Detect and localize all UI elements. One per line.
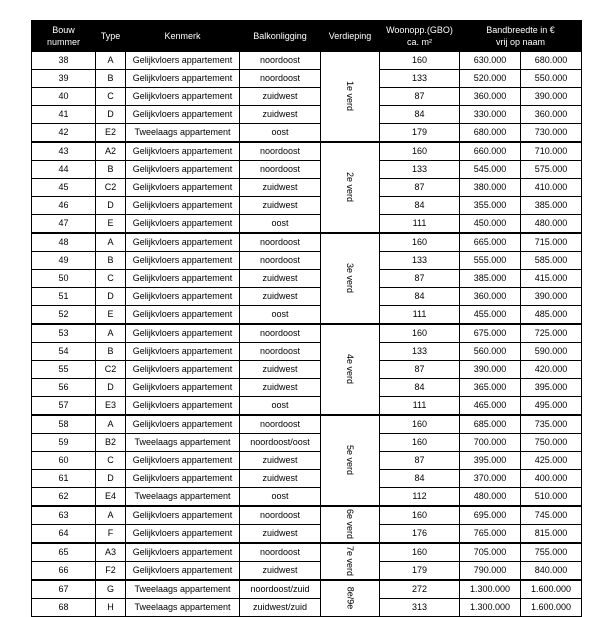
cell-prijs-min: 355.000 bbox=[460, 197, 521, 215]
header-woonoppervlak bbox=[380, 21, 460, 52]
cell-prijs-min: 380.000 bbox=[460, 179, 521, 197]
cell-bouwnummer: 38 bbox=[32, 51, 96, 70]
table-row bbox=[32, 142, 582, 161]
cell-bouwnummer: 43 bbox=[32, 142, 96, 161]
header-kenmerk: Kenmerk bbox=[126, 21, 240, 52]
cell-kenmerk: Tweelaags appartement bbox=[126, 488, 240, 507]
cell-balkonligging: noordoost bbox=[240, 161, 321, 179]
cell-prijs-min: 790.000 bbox=[460, 562, 521, 581]
cell-woonoppervlak: 111 bbox=[380, 306, 460, 325]
table-row bbox=[32, 88, 582, 106]
cell-prijs-max: 390.000 bbox=[521, 88, 582, 106]
table-row bbox=[32, 252, 582, 270]
cell-prijs-min: 545.000 bbox=[460, 161, 521, 179]
cell-bouwnummer: 47 bbox=[32, 215, 96, 234]
cell-prijs-min: 665.000 bbox=[460, 233, 521, 252]
table-row bbox=[32, 270, 582, 288]
cell-woonoppervlak: 272 bbox=[380, 580, 460, 599]
cell-balkonligging: oost bbox=[240, 124, 321, 143]
cell-prijs-min: 675.000 bbox=[460, 324, 521, 343]
cell-prijs-max: 410.000 bbox=[521, 179, 582, 197]
cell-verdieping bbox=[321, 233, 380, 324]
cell-balkonligging: zuidwest bbox=[240, 361, 321, 379]
cell-kenmerk: Gelijkvloers appartement bbox=[126, 70, 240, 88]
verdieping-label: 7e verd bbox=[345, 545, 355, 577]
cell-woonoppervlak: 84 bbox=[380, 288, 460, 306]
cell-woonoppervlak: 160 bbox=[380, 543, 460, 562]
table-row bbox=[32, 580, 582, 599]
cell-prijs-max: 585.000 bbox=[521, 252, 582, 270]
header-row bbox=[32, 21, 582, 52]
cell-type: E bbox=[96, 306, 126, 325]
cell-woonoppervlak: 160 bbox=[380, 415, 460, 434]
cell-prijs-min: 765.000 bbox=[460, 525, 521, 544]
table-row bbox=[32, 379, 582, 397]
cell-prijs-min: 390.000 bbox=[460, 361, 521, 379]
cell-bouwnummer: 51 bbox=[32, 288, 96, 306]
cell-woonoppervlak: 133 bbox=[380, 343, 460, 361]
cell-prijs-max: 395.000 bbox=[521, 379, 582, 397]
table-row bbox=[32, 197, 582, 215]
cell-prijs-min: 370.000 bbox=[460, 470, 521, 488]
cell-balkonligging: noordoost bbox=[240, 142, 321, 161]
cell-type: A2 bbox=[96, 142, 126, 161]
cell-bouwnummer: 45 bbox=[32, 179, 96, 197]
cell-prijs-max: 815.000 bbox=[521, 525, 582, 544]
table-row bbox=[32, 434, 582, 452]
cell-bouwnummer: 58 bbox=[32, 415, 96, 434]
cell-bouwnummer: 54 bbox=[32, 343, 96, 361]
table-row bbox=[32, 543, 582, 562]
cell-balkonligging: oost bbox=[240, 306, 321, 325]
cell-bouwnummer: 66 bbox=[32, 562, 96, 581]
cell-prijs-max: 400.000 bbox=[521, 470, 582, 488]
cell-kenmerk: Gelijkvloers appartement bbox=[126, 452, 240, 470]
cell-kenmerk: Gelijkvloers appartement bbox=[126, 415, 240, 434]
table-row bbox=[32, 361, 582, 379]
cell-balkonligging: zuidwest bbox=[240, 179, 321, 197]
cell-kenmerk: Gelijkvloers appartement bbox=[126, 106, 240, 124]
cell-kenmerk: Gelijkvloers appartement bbox=[126, 161, 240, 179]
cell-bouwnummer: 67 bbox=[32, 580, 96, 599]
cell-type: B bbox=[96, 70, 126, 88]
cell-prijs-max: 415.000 bbox=[521, 270, 582, 288]
table-row bbox=[32, 124, 582, 143]
cell-bouwnummer: 64 bbox=[32, 525, 96, 544]
cell-woonoppervlak: 84 bbox=[380, 197, 460, 215]
cell-prijs-min: 330.000 bbox=[460, 106, 521, 124]
table-row bbox=[32, 306, 582, 325]
cell-woonoppervlak: 87 bbox=[380, 452, 460, 470]
cell-kenmerk: Gelijkvloers appartement bbox=[126, 288, 240, 306]
cell-balkonligging: zuidwest/zuid bbox=[240, 599, 321, 617]
cell-prijs-max: 550.000 bbox=[521, 70, 582, 88]
table-row bbox=[32, 488, 582, 507]
cell-type: B bbox=[96, 343, 126, 361]
table-row bbox=[32, 599, 582, 617]
header-balkonligging: Balkonligging bbox=[240, 21, 321, 52]
cell-prijs-max: 385.000 bbox=[521, 197, 582, 215]
cell-kenmerk: Tweelaags appartement bbox=[126, 599, 240, 617]
cell-bouwnummer: 55 bbox=[32, 361, 96, 379]
table-row bbox=[32, 525, 582, 544]
cell-type: D bbox=[96, 197, 126, 215]
cell-type: B bbox=[96, 252, 126, 270]
cell-woonoppervlak: 84 bbox=[380, 106, 460, 124]
cell-woonoppervlak: 111 bbox=[380, 215, 460, 234]
cell-balkonligging: zuidwest bbox=[240, 106, 321, 124]
cell-bouwnummer: 42 bbox=[32, 124, 96, 143]
cell-balkonligging: zuidwest bbox=[240, 288, 321, 306]
cell-type: D bbox=[96, 288, 126, 306]
cell-balkonligging: zuidwest bbox=[240, 470, 321, 488]
cell-prijs-min: 455.000 bbox=[460, 306, 521, 325]
cell-prijs-min: 700.000 bbox=[460, 434, 521, 452]
header-woonopp-line2: ca. m² bbox=[406, 36, 432, 47]
cell-kenmerk: Gelijkvloers appartement bbox=[126, 343, 240, 361]
cell-prijs-max: 575.000 bbox=[521, 161, 582, 179]
cell-prijs-max: 360.000 bbox=[521, 106, 582, 124]
cell-woonoppervlak: 87 bbox=[380, 270, 460, 288]
table-row bbox=[32, 506, 582, 525]
cell-prijs-min: 450.000 bbox=[460, 215, 521, 234]
header-verdieping: Verdieping bbox=[321, 21, 380, 52]
cell-bouwnummer: 49 bbox=[32, 252, 96, 270]
cell-bouwnummer: 44 bbox=[32, 161, 96, 179]
cell-balkonligging: noordoost bbox=[240, 415, 321, 434]
cell-kenmerk: Gelijkvloers appartement bbox=[126, 270, 240, 288]
cell-prijs-max: 1.600.000 bbox=[521, 580, 582, 599]
cell-balkonligging: oost bbox=[240, 215, 321, 234]
verdieping-label: 1e verd bbox=[345, 80, 355, 112]
cell-prijs-min: 1.300.000 bbox=[460, 599, 521, 617]
cell-bouwnummer: 39 bbox=[32, 70, 96, 88]
cell-kenmerk: Gelijkvloers appartement bbox=[126, 506, 240, 525]
cell-bouwnummer: 41 bbox=[32, 106, 96, 124]
cell-woonoppervlak: 87 bbox=[380, 179, 460, 197]
cell-prijs-min: 705.000 bbox=[460, 543, 521, 562]
cell-prijs-min: 560.000 bbox=[460, 343, 521, 361]
cell-prijs-max: 420.000 bbox=[521, 361, 582, 379]
cell-balkonligging: noordoost bbox=[240, 506, 321, 525]
cell-type: E2 bbox=[96, 124, 126, 143]
cell-kenmerk: Tweelaags appartement bbox=[126, 580, 240, 599]
cell-woonoppervlak: 313 bbox=[380, 599, 460, 617]
cell-kenmerk: Gelijkvloers appartement bbox=[126, 562, 240, 581]
cell-prijs-min: 1.300.000 bbox=[460, 580, 521, 599]
table-row bbox=[32, 70, 582, 88]
cell-prijs-max: 680.000 bbox=[521, 51, 582, 70]
cell-type: B2 bbox=[96, 434, 126, 452]
cell-woonoppervlak: 160 bbox=[380, 233, 460, 252]
cell-prijs-max: 495.000 bbox=[521, 397, 582, 416]
cell-prijs-min: 685.000 bbox=[460, 415, 521, 434]
cell-prijs-min: 480.000 bbox=[460, 488, 521, 507]
cell-bouwnummer: 48 bbox=[32, 233, 96, 252]
cell-prijs-max: 485.000 bbox=[521, 306, 582, 325]
cell-prijs-min: 360.000 bbox=[460, 88, 521, 106]
cell-bouwnummer: 61 bbox=[32, 470, 96, 488]
table-row bbox=[32, 215, 582, 234]
cell-woonoppervlak: 133 bbox=[380, 252, 460, 270]
cell-verdieping bbox=[321, 580, 380, 617]
cell-bouwnummer: 52 bbox=[32, 306, 96, 325]
verdieping-label: 6e verd bbox=[345, 508, 355, 540]
table-row bbox=[32, 288, 582, 306]
cell-prijs-min: 385.000 bbox=[460, 270, 521, 288]
table-row bbox=[32, 324, 582, 343]
cell-type: H bbox=[96, 599, 126, 617]
cell-bouwnummer: 63 bbox=[32, 506, 96, 525]
cell-kenmerk: Gelijkvloers appartement bbox=[126, 306, 240, 325]
cell-balkonligging: oost bbox=[240, 488, 321, 507]
cell-balkonligging: oost bbox=[240, 397, 321, 416]
cell-prijs-max: 390.000 bbox=[521, 288, 582, 306]
cell-balkonligging: noordoost bbox=[240, 252, 321, 270]
cell-woonoppervlak: 87 bbox=[380, 361, 460, 379]
cell-kenmerk: Gelijkvloers appartement bbox=[126, 142, 240, 161]
cell-type: A3 bbox=[96, 543, 126, 562]
header-bandbreedte bbox=[460, 21, 582, 52]
verdieping-label: 2e verd bbox=[345, 171, 355, 203]
table-row bbox=[32, 452, 582, 470]
cell-kenmerk: Tweelaags appartement bbox=[126, 124, 240, 143]
cell-prijs-max: 745.000 bbox=[521, 506, 582, 525]
cell-type: E3 bbox=[96, 397, 126, 416]
table-row bbox=[32, 562, 582, 581]
cell-type: A bbox=[96, 51, 126, 70]
cell-balkonligging: noordoost bbox=[240, 324, 321, 343]
cell-prijs-max: 750.000 bbox=[521, 434, 582, 452]
cell-prijs-max: 715.000 bbox=[521, 233, 582, 252]
cell-type: D bbox=[96, 106, 126, 124]
cell-type: B bbox=[96, 161, 126, 179]
cell-type: F2 bbox=[96, 562, 126, 581]
cell-woonoppervlak: 133 bbox=[380, 161, 460, 179]
verdieping-label: 8e/9e bbox=[345, 586, 355, 610]
cell-woonoppervlak: 160 bbox=[380, 51, 460, 70]
cell-woonoppervlak: 111 bbox=[380, 397, 460, 416]
table-body bbox=[32, 51, 582, 617]
header-bandbreedte-line2: vrij op naam bbox=[495, 36, 546, 47]
table-row bbox=[32, 233, 582, 252]
cell-balkonligging: zuidwest bbox=[240, 270, 321, 288]
table-row bbox=[32, 51, 582, 70]
cell-type: E4 bbox=[96, 488, 126, 507]
cell-type: D bbox=[96, 379, 126, 397]
cell-verdieping bbox=[321, 506, 380, 543]
cell-kenmerk: Gelijkvloers appartement bbox=[126, 197, 240, 215]
cell-prijs-max: 425.000 bbox=[521, 452, 582, 470]
cell-bouwnummer: 62 bbox=[32, 488, 96, 507]
table-row bbox=[32, 343, 582, 361]
cell-verdieping bbox=[321, 543, 380, 580]
cell-woonoppervlak: 160 bbox=[380, 142, 460, 161]
cell-prijs-min: 395.000 bbox=[460, 452, 521, 470]
cell-type: G bbox=[96, 580, 126, 599]
cell-bouwnummer: 59 bbox=[32, 434, 96, 452]
cell-prijs-min: 360.000 bbox=[460, 288, 521, 306]
cell-woonoppervlak: 112 bbox=[380, 488, 460, 507]
cell-balkonligging: zuidwest bbox=[240, 88, 321, 106]
cell-kenmerk: Gelijkvloers appartement bbox=[126, 397, 240, 416]
cell-bouwnummer: 57 bbox=[32, 397, 96, 416]
table-row bbox=[32, 161, 582, 179]
cell-type: C2 bbox=[96, 361, 126, 379]
cell-balkonligging: zuidwest bbox=[240, 379, 321, 397]
cell-woonoppervlak: 87 bbox=[380, 88, 460, 106]
header-woonopp-line1: Woonopp.(GBO) bbox=[386, 24, 453, 35]
table-row bbox=[32, 470, 582, 488]
cell-woonoppervlak: 176 bbox=[380, 525, 460, 544]
cell-bouwnummer: 60 bbox=[32, 452, 96, 470]
cell-prijs-max: 710.000 bbox=[521, 142, 582, 161]
cell-woonoppervlak: 160 bbox=[380, 324, 460, 343]
cell-verdieping bbox=[321, 51, 380, 142]
cell-type: E bbox=[96, 215, 126, 234]
cell-kenmerk: Gelijkvloers appartement bbox=[126, 252, 240, 270]
cell-woonoppervlak: 160 bbox=[380, 506, 460, 525]
cell-bouwnummer: 53 bbox=[32, 324, 96, 343]
cell-verdieping bbox=[321, 142, 380, 233]
cell-woonoppervlak: 179 bbox=[380, 562, 460, 581]
cell-kenmerk: Tweelaags appartement bbox=[126, 434, 240, 452]
cell-kenmerk: Gelijkvloers appartement bbox=[126, 88, 240, 106]
cell-balkonligging: noordoost bbox=[240, 233, 321, 252]
cell-type: C bbox=[96, 270, 126, 288]
cell-kenmerk: Gelijkvloers appartement bbox=[126, 215, 240, 234]
verdieping-label: 3e verd bbox=[345, 262, 355, 294]
cell-type: C bbox=[96, 452, 126, 470]
cell-prijs-max: 840.000 bbox=[521, 562, 582, 581]
table-row bbox=[32, 106, 582, 124]
table-row bbox=[32, 179, 582, 197]
cell-woonoppervlak: 84 bbox=[380, 470, 460, 488]
header-bandbreedte-line1: Bandbreedte in € bbox=[486, 24, 555, 35]
cell-kenmerk: Gelijkvloers appartement bbox=[126, 51, 240, 70]
cell-type: C bbox=[96, 88, 126, 106]
header-bouwnummer-line2: nummer bbox=[46, 36, 80, 47]
cell-prijs-min: 660.000 bbox=[460, 142, 521, 161]
cell-balkonligging: zuidwest bbox=[240, 452, 321, 470]
cell-prijs-min: 555.000 bbox=[460, 252, 521, 270]
cell-balkonligging: zuidwest bbox=[240, 197, 321, 215]
header-type: Type bbox=[96, 21, 126, 52]
cell-prijs-max: 590.000 bbox=[521, 343, 582, 361]
cell-kenmerk: Gelijkvloers appartement bbox=[126, 233, 240, 252]
cell-prijs-max: 1.600.000 bbox=[521, 599, 582, 617]
cell-woonoppervlak: 133 bbox=[380, 70, 460, 88]
cell-woonoppervlak: 179 bbox=[380, 124, 460, 143]
cell-bouwnummer: 50 bbox=[32, 270, 96, 288]
cell-bouwnummer: 56 bbox=[32, 379, 96, 397]
cell-prijs-min: 520.000 bbox=[460, 70, 521, 88]
cell-type: D bbox=[96, 470, 126, 488]
cell-woonoppervlak: 84 bbox=[380, 379, 460, 397]
cell-balkonligging: zuidwest bbox=[240, 525, 321, 544]
cell-prijs-min: 630.000 bbox=[460, 51, 521, 70]
cell-kenmerk: Gelijkvloers appartement bbox=[126, 525, 240, 544]
cell-bouwnummer: 65 bbox=[32, 543, 96, 562]
cell-type: A bbox=[96, 233, 126, 252]
cell-prijs-min: 695.000 bbox=[460, 506, 521, 525]
cell-balkonligging: noordoost bbox=[240, 70, 321, 88]
cell-kenmerk: Gelijkvloers appartement bbox=[126, 179, 240, 197]
cell-kenmerk: Gelijkvloers appartement bbox=[126, 379, 240, 397]
cell-type: C2 bbox=[96, 179, 126, 197]
cell-prijs-max: 730.000 bbox=[521, 124, 582, 143]
cell-woonoppervlak: 160 bbox=[380, 434, 460, 452]
cell-kenmerk: Gelijkvloers appartement bbox=[126, 470, 240, 488]
cell-prijs-max: 480.000 bbox=[521, 215, 582, 234]
cell-kenmerk: Gelijkvloers appartement bbox=[126, 543, 240, 562]
cell-prijs-max: 755.000 bbox=[521, 543, 582, 562]
cell-prijs-max: 510.000 bbox=[521, 488, 582, 507]
cell-prijs-min: 680.000 bbox=[460, 124, 521, 143]
verdieping-label: 4e verd bbox=[345, 353, 355, 385]
cell-balkonligging: noordoost/zuid bbox=[240, 580, 321, 599]
header-bouwnummer-line1: Bouw bbox=[52, 24, 75, 35]
verdieping-label: 5e verd bbox=[345, 444, 355, 476]
cell-bouwnummer: 68 bbox=[32, 599, 96, 617]
cell-prijs-min: 465.000 bbox=[460, 397, 521, 416]
cell-balkonligging: noordoost bbox=[240, 343, 321, 361]
cell-kenmerk: Gelijkvloers appartement bbox=[126, 361, 240, 379]
table-row bbox=[32, 415, 582, 434]
units-table bbox=[31, 20, 582, 617]
cell-type: A bbox=[96, 324, 126, 343]
cell-type: A bbox=[96, 415, 126, 434]
cell-bouwnummer: 46 bbox=[32, 197, 96, 215]
cell-verdieping bbox=[321, 324, 380, 415]
cell-bouwnummer: 40 bbox=[32, 88, 96, 106]
cell-prijs-max: 735.000 bbox=[521, 415, 582, 434]
header-bouwnummer bbox=[32, 21, 96, 52]
cell-verdieping bbox=[321, 415, 380, 506]
cell-prijs-max: 725.000 bbox=[521, 324, 582, 343]
cell-type: A bbox=[96, 506, 126, 525]
cell-balkonligging: noordoost bbox=[240, 51, 321, 70]
cell-balkonligging: zuidwest bbox=[240, 562, 321, 581]
table-row bbox=[32, 397, 582, 416]
cell-balkonligging: noordoost bbox=[240, 543, 321, 562]
cell-balkonligging: noordoost/oost bbox=[240, 434, 321, 452]
cell-prijs-min: 365.000 bbox=[460, 379, 521, 397]
cell-type: F bbox=[96, 525, 126, 544]
cell-kenmerk: Gelijkvloers appartement bbox=[126, 324, 240, 343]
